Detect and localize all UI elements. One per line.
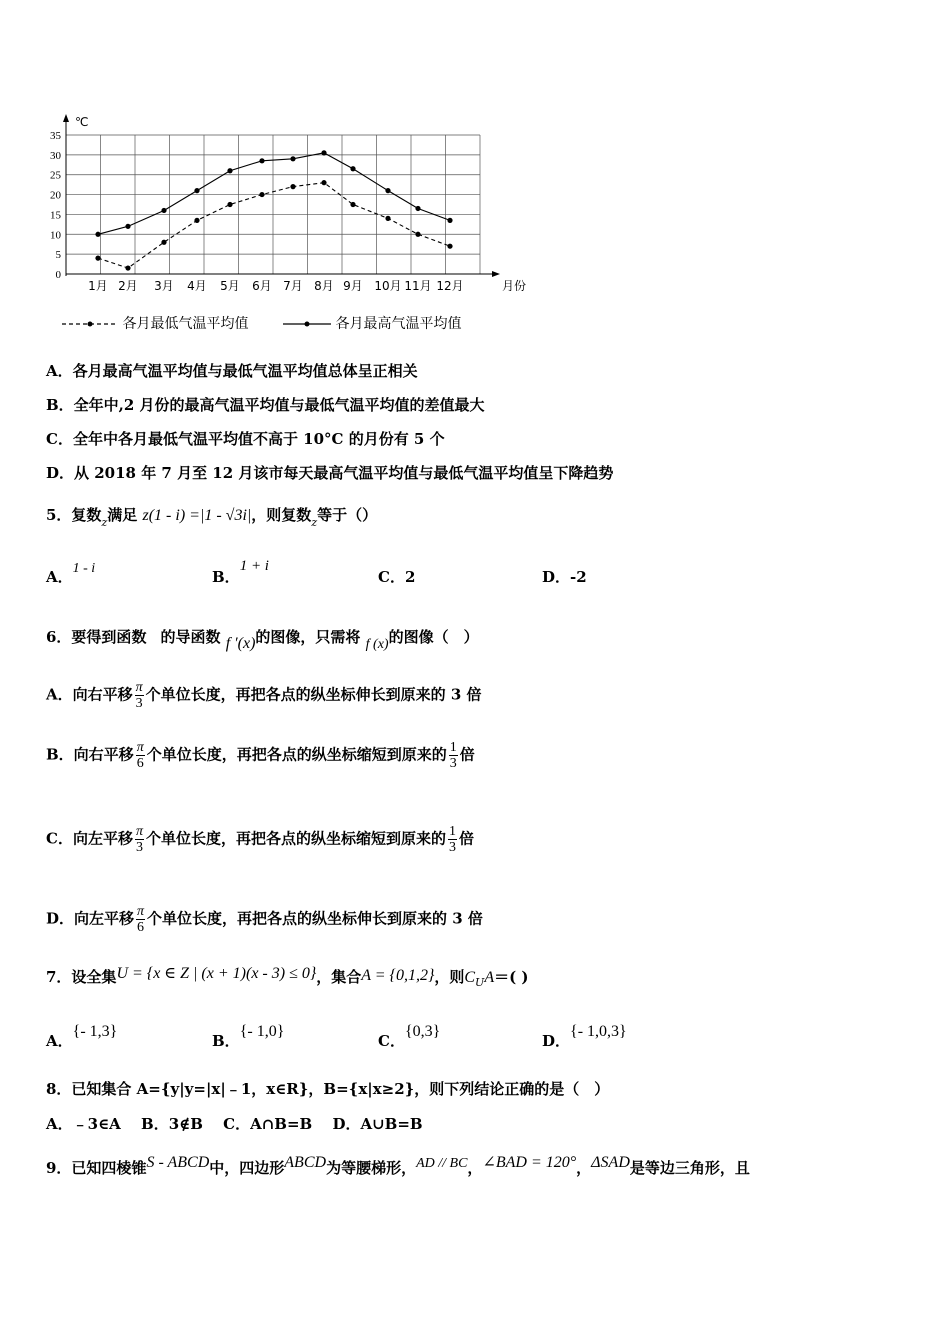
q6-d-pre: D．向左平移 — [46, 909, 135, 928]
q7-option-d: D．{- 1,0,3} — [542, 1023, 627, 1050]
series-low-point — [161, 240, 166, 245]
x-tick-label: 8月 — [314, 279, 334, 293]
q7-option-c-value: {0,3} — [404, 1023, 441, 1040]
q5-mid: 满足 — [107, 506, 138, 524]
series-high-point — [385, 188, 390, 193]
q5-prefix: 5．复数 — [46, 506, 102, 524]
x-tick-label: 5月 — [220, 279, 240, 293]
q4-option-d: D．从 2018 年 7 月至 12 月该市每天最高气温平均值与最低气温平均值呈下降趋势 — [46, 464, 614, 482]
y-axis-arrow-icon — [63, 114, 69, 122]
q5-suffix1: ，则复数 — [251, 506, 312, 524]
q5-option-a-label: A． — [46, 568, 73, 586]
q9-pyramid: S - ABCD — [146, 1154, 210, 1171]
q4-option-b: B．全年中,2 月份的最高气温平均值与最低气温平均值的差值最大 — [46, 396, 485, 414]
q9-triangle: ΔSAD — [591, 1154, 630, 1171]
q6-b-scale-fraction: $\frac{1}{3}$ — [449, 740, 457, 771]
series-low-point — [350, 202, 355, 207]
x-tick-label: 7月 — [283, 279, 303, 293]
q7-stem4: ＝( ) — [494, 968, 529, 986]
q9-stem2: 中，四边形 — [209, 1159, 285, 1177]
q7-stem2: ，集合 — [316, 968, 362, 986]
q6-stem3: 的图像，只需将 — [255, 628, 361, 646]
y-tick-label: 35 — [50, 130, 61, 142]
q6-d-fraction: $\frac{\pi}{6}$ — [137, 904, 145, 935]
q7-stem1: 7．设全集 — [46, 968, 117, 986]
q5-suffix2: 等于（） — [317, 506, 378, 524]
series-low-point — [385, 216, 390, 221]
q7-stem — [46, 966, 529, 989]
q5-option-c: C．2 — [378, 568, 416, 586]
q7-option-b: B．{- 1,0} — [212, 1023, 285, 1050]
q6-option-a — [46, 680, 482, 711]
series-high-point — [194, 188, 199, 193]
series-low-point — [227, 202, 232, 207]
x-tick-label: 9月 — [343, 279, 363, 293]
series-high-point — [321, 150, 326, 155]
q9-stem1: 9．已知四棱锥 — [46, 1159, 147, 1177]
series-low-point — [259, 192, 264, 197]
q7-option-b-value: {- 1,0} — [239, 1023, 285, 1040]
q6-f: f (x) — [365, 637, 389, 652]
x-axis-arrow-icon — [492, 271, 500, 277]
q7-option-a-value: {- 1,3} — [72, 1023, 118, 1040]
q6-stem2: 的导函数 — [160, 628, 221, 646]
series-low-point — [415, 232, 420, 237]
q4-option-a: A．各月最高气温平均值与最低气温平均值总体呈正相关 — [46, 362, 418, 380]
q6-b-end: 倍 — [459, 745, 475, 764]
series-high-point — [95, 232, 100, 237]
q9-stem3: 为等腰梯形， — [326, 1159, 417, 1177]
legend-high-line-icon — [283, 319, 331, 329]
series-high-point — [259, 158, 264, 163]
q7-option-d-value: {- 1,0,3} — [570, 1023, 627, 1040]
x-tick-label: 11月 — [404, 279, 432, 293]
series-low-point — [447, 244, 452, 249]
legend-low — [62, 313, 248, 333]
q6-d-post: 个单位长度，再把各点的纵坐标伸长到原来的 3 倍 — [147, 909, 483, 928]
series-low-point — [290, 184, 295, 189]
q9-quadrilateral: ABCD — [284, 1154, 327, 1171]
legend-high-label: 各月最高气温平均值 — [335, 316, 462, 332]
temperature-chart — [40, 108, 540, 293]
series-high-point — [447, 218, 452, 223]
y-unit-label: ℃ — [75, 115, 89, 129]
series-high-point — [290, 156, 295, 161]
y-tick-label: 15 — [50, 209, 61, 222]
q5-option-d: D．-2 — [542, 568, 587, 586]
series-low-point — [194, 218, 199, 223]
legend-low-line-icon — [62, 319, 118, 329]
q5-equation-left: z(1 - i) = — [142, 507, 200, 524]
q6-a-fraction: $\frac{\pi}{3}$ — [135, 680, 143, 711]
q4-option-c: C．全年中各月最低气温平均值不高于 10°C 的月份有 5 个 — [46, 430, 445, 448]
q6-c-scale-fraction: $\frac{1}{3}$ — [448, 824, 456, 855]
series-low-point — [321, 180, 326, 185]
q6-option-b — [46, 740, 475, 771]
q5-option-a-value: 1 - i — [72, 561, 96, 576]
x-tick-label: 3月 — [154, 279, 174, 293]
q5-stem — [46, 504, 377, 529]
q6-stem1: 6．要得到函数 — [46, 628, 147, 646]
y-tick-label: 30 — [50, 149, 61, 162]
q6-c-fraction: $\frac{\pi}{3}$ — [135, 824, 143, 855]
y-tick-label: 20 — [50, 189, 61, 202]
legend-low-label: 各月最低气温平均值 — [122, 316, 249, 332]
q6-a-pre: A．向右平移 — [46, 685, 133, 704]
q8-options: A．﹣3∈A B．3∉B C．A∩B=B D．A∪B=B — [46, 1115, 423, 1133]
q9-angle: ∠BAD = 120° — [482, 1154, 577, 1171]
q5-option-b-value: 1 + i — [239, 558, 269, 574]
q5-var-z2: z — [311, 516, 318, 529]
q7-set-a: A = {0,1,2} — [361, 967, 435, 984]
x-tick-label: 1月 — [88, 279, 108, 293]
q5-option-a — [46, 561, 96, 587]
x-axis-label: 月份 — [502, 279, 527, 293]
series-high-line — [98, 153, 450, 234]
q6-stem4: 的图像（ ） — [388, 628, 479, 646]
q7-complement-sub: U — [475, 976, 485, 989]
x-tick-label: 2月 — [118, 279, 138, 293]
q9-sep2: ， — [576, 1159, 592, 1177]
q5-option-b-label: B． — [212, 568, 240, 586]
q6-option-d — [46, 904, 483, 935]
q7-stem3: ，则 — [434, 968, 465, 986]
y-tick-label: 5 — [55, 249, 61, 262]
q7-option-a: A．{- 1,3} — [46, 1023, 118, 1050]
y-tick-label: 10 — [50, 229, 61, 242]
series-low-point — [125, 265, 130, 270]
legend-high — [283, 313, 461, 333]
q7-universal-set: U = {x ∈ Z | (x + 1)(x - 3) ≤ 0} — [116, 965, 317, 982]
q5-equation-right: |1 - √3i| — [199, 507, 252, 524]
q6-c-post: 个单位长度，再把各点的纵坐标缩短到原来的 — [145, 829, 446, 848]
x-tick-label: 12月 — [436, 279, 464, 293]
q6-option-c — [46, 824, 474, 855]
series-high-point — [161, 208, 166, 213]
series-high-point — [350, 166, 355, 171]
q9-stem4: 是等边三角形，且 — [629, 1159, 750, 1177]
q6-c-pre: C．向左平移 — [46, 829, 133, 848]
q7-complement-a: A — [484, 969, 495, 986]
series-high-point — [125, 224, 130, 229]
q7-complement-c: C — [464, 969, 476, 986]
q9-parallel: AD // BC — [416, 1156, 468, 1171]
series-high-point — [227, 168, 232, 173]
q6-fprime: f ′(x) — [225, 635, 256, 652]
q8-stem: 8．已知集合 A={y|y=|x|﹣1，x∈R}，B={x|x≥2}，则下列结论正确的是（ ） — [46, 1080, 610, 1098]
q5-var-z: z — [101, 516, 108, 529]
x-tick-label: 4月 — [187, 279, 207, 293]
q6-b-pre: B．向右平移 — [46, 745, 134, 764]
q6-b-fraction: $\frac{\pi}{6}$ — [136, 740, 144, 771]
q7-option-c: C．{0,3} — [378, 1023, 441, 1050]
q6-c-end: 倍 — [458, 829, 474, 848]
x-tick-label: 6月 — [252, 279, 272, 293]
q6-stem — [46, 626, 479, 652]
series-low-point — [95, 256, 100, 261]
y-tick-label: 0 — [55, 269, 61, 281]
q6-a-post: 个单位长度，再把各点的纵坐标伸长到原来的 3 倍 — [145, 685, 482, 704]
q9-stem — [46, 1154, 750, 1178]
q5-option-b — [212, 558, 269, 587]
y-tick-label: 25 — [50, 169, 61, 182]
series-high-point — [415, 206, 420, 211]
q6-b-post: 个单位长度，再把各点的纵坐标缩短到原来的 — [146, 745, 447, 764]
x-tick-label: 10月 — [374, 279, 402, 293]
q9-sep1: ， — [467, 1159, 483, 1177]
